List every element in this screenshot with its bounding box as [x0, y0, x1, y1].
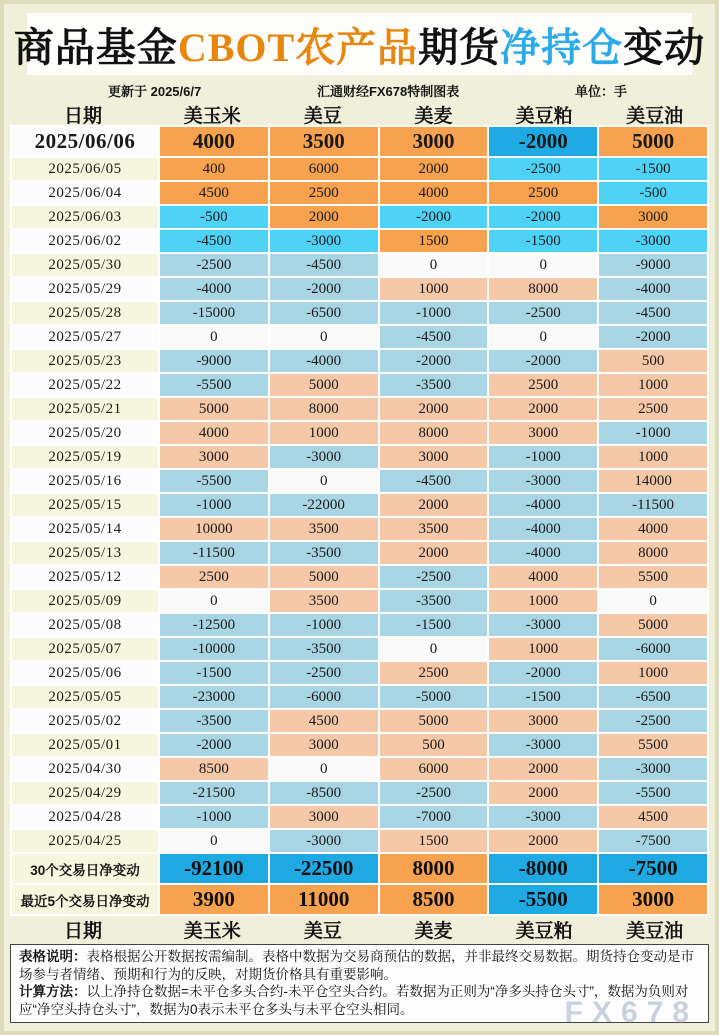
value-cell: -2500 — [599, 710, 707, 732]
page-title — [13, 13, 706, 75]
table-row — [12, 806, 707, 828]
value-cell: -2000 — [160, 734, 268, 756]
value-cell: 2500 — [270, 182, 378, 204]
date-cell: 2025/05/08 — [12, 614, 158, 636]
subtitle-row — [4, 81, 715, 100]
summary-value-cell: 8000 — [380, 854, 488, 883]
value-cell: -2500 — [489, 302, 597, 324]
value-cell: 0 — [489, 254, 597, 276]
table-row — [12, 614, 707, 636]
date-cell: 2025/05/22 — [12, 374, 158, 396]
summary-value-cell: -8000 — [489, 854, 597, 883]
value-cell: -2000 — [380, 206, 488, 228]
value-cell: -12500 — [160, 614, 268, 636]
table-row — [12, 590, 707, 612]
value-cell: 3500 — [270, 590, 378, 612]
value-cell: 4500 — [599, 806, 707, 828]
value-cell: 0 — [599, 590, 707, 612]
value-cell: 8000 — [380, 422, 488, 444]
value-cell: -2500 — [270, 662, 378, 684]
value-cell: -8500 — [270, 782, 378, 804]
header-1: 美玉米 — [183, 106, 241, 127]
value-cell: 1000 — [599, 662, 707, 684]
value-cell: -4500 — [270, 254, 378, 276]
column-header-row — [10, 101, 709, 125]
value-cell: 5000 — [270, 566, 378, 588]
table-row — [12, 710, 707, 732]
notes-label-2: 计算方法： — [19, 984, 87, 999]
summary-value-cell: 3000 — [599, 885, 707, 914]
summary-value-cell: 3900 — [160, 885, 268, 914]
date-cell: 2025/06/02 — [12, 230, 158, 252]
value-cell: -2500 — [380, 566, 488, 588]
value-cell: 1000 — [489, 590, 597, 612]
value-cell: -1500 — [489, 230, 597, 252]
value-cell: 3000 — [380, 127, 488, 156]
value-cell: 2500 — [160, 566, 268, 588]
header-3: 美麦 — [414, 921, 453, 942]
value-cell: -1000 — [270, 614, 378, 636]
value-cell: 1000 — [380, 278, 488, 300]
notes-label-1: 表格说明： — [19, 949, 87, 964]
value-cell: 500 — [380, 734, 488, 756]
value-cell: 2000 — [489, 758, 597, 780]
value-cell: 3500 — [270, 518, 378, 540]
value-cell: -2500 — [160, 254, 268, 276]
value-cell: 5000 — [160, 398, 268, 420]
value-cell: -1000 — [599, 422, 707, 444]
value-cell: 3000 — [380, 446, 488, 468]
value-cell: -1000 — [160, 494, 268, 516]
value-cell: -1500 — [380, 614, 488, 636]
value-cell: 6000 — [380, 758, 488, 780]
table-row — [12, 254, 707, 276]
summary-value-cell: -5500 — [489, 885, 597, 914]
source-label: 汇通财经FX678特制图表 — [316, 84, 460, 99]
value-cell: 3000 — [270, 734, 378, 756]
value-cell: -2000 — [270, 278, 378, 300]
value-cell: -15000 — [160, 302, 268, 324]
table-row — [12, 374, 707, 396]
value-cell: -5500 — [160, 374, 268, 396]
value-cell: 1500 — [380, 230, 488, 252]
value-cell: -3500 — [380, 590, 488, 612]
value-cell: -3000 — [489, 806, 597, 828]
value-cell: 4500 — [160, 182, 268, 204]
title-part-blue: 净持仓 — [500, 24, 624, 70]
date-cell: 2025/05/12 — [12, 566, 158, 588]
date-cell: 2025/06/06 — [12, 127, 158, 156]
value-cell: 0 — [380, 638, 488, 660]
notes-text-2: 以上净持仓数据=未平仓多头合约-未平仓空头合约。若数据为正则为“净多头持仓头寸”，数据为负则对应“净空头持仓头寸”，数据为0表示未平仓多头与未平仓空头相同。 — [19, 984, 689, 1017]
value-cell: -23000 — [160, 686, 268, 708]
date-cell: 2025/04/30 — [12, 758, 158, 780]
date-cell: 2025/05/01 — [12, 734, 158, 756]
table-row — [12, 446, 707, 468]
value-cell: 5000 — [599, 614, 707, 636]
value-cell: -5500 — [160, 470, 268, 492]
header-2: 美豆 — [303, 921, 342, 942]
value-cell: 2500 — [489, 374, 597, 396]
value-cell: -7000 — [380, 806, 488, 828]
header-3: 美麦 — [414, 106, 453, 127]
date-cell: 2025/05/30 — [12, 254, 158, 276]
unit-label: 单位：手 — [574, 84, 627, 99]
value-cell: -1000 — [160, 806, 268, 828]
date-cell: 2025/05/27 — [12, 326, 158, 348]
value-cell: -6500 — [270, 302, 378, 324]
value-cell: 4000 — [160, 422, 268, 444]
notes-paragraph-1 — [19, 948, 700, 983]
value-cell: 4000 — [380, 182, 488, 204]
value-cell: 0 — [270, 470, 378, 492]
summary-value-cell: -22500 — [270, 854, 378, 883]
value-cell: 0 — [270, 758, 378, 780]
table-row — [12, 398, 707, 420]
value-cell: -4000 — [160, 278, 268, 300]
notes-box — [10, 944, 709, 1029]
date-cell: 2025/04/28 — [12, 806, 158, 828]
value-cell: 0 — [160, 590, 268, 612]
value-cell: -1500 — [160, 662, 268, 684]
header-5: 美豆油 — [626, 921, 684, 942]
value-cell: 2000 — [489, 782, 597, 804]
summary-value-cell: 11000 — [270, 885, 378, 914]
date-cell: 2025/04/25 — [12, 830, 158, 852]
date-cell: 2025/05/21 — [12, 398, 158, 420]
value-cell: -4500 — [160, 230, 268, 252]
value-cell: 1000 — [599, 446, 707, 468]
value-cell: 0 — [380, 254, 488, 276]
value-cell: 0 — [160, 830, 268, 852]
value-cell: 4000 — [599, 518, 707, 540]
value-cell: -1500 — [489, 686, 597, 708]
value-cell: -3500 — [160, 710, 268, 732]
value-cell: 1000 — [489, 638, 597, 660]
date-cell: 2025/05/02 — [12, 710, 158, 732]
value-cell: 400 — [160, 158, 268, 180]
table-row — [12, 127, 707, 156]
value-cell: -10000 — [160, 638, 268, 660]
value-cell: 8000 — [489, 278, 597, 300]
value-cell: -2000 — [599, 326, 707, 348]
value-cell: -3000 — [599, 230, 707, 252]
date-cell: 2025/05/16 — [12, 470, 158, 492]
value-cell: 3000 — [489, 422, 597, 444]
title-part-black-3: 变动 — [623, 24, 706, 70]
value-cell: 8500 — [160, 758, 268, 780]
value-cell: -1000 — [380, 302, 488, 324]
date-cell: 2025/05/13 — [12, 542, 158, 564]
table-row — [12, 302, 707, 324]
value-cell: -4000 — [489, 494, 597, 516]
header-date: 日期 — [63, 921, 102, 942]
value-cell: 8000 — [599, 542, 707, 564]
value-cell: -3000 — [270, 230, 378, 252]
value-cell: 10000 — [160, 518, 268, 540]
table-row — [12, 566, 707, 588]
value-cell: 0 — [489, 326, 597, 348]
value-cell: -11500 — [599, 494, 707, 516]
table-row — [12, 422, 707, 444]
value-cell: 2000 — [380, 158, 488, 180]
value-cell: -5500 — [599, 782, 707, 804]
value-cell: -4000 — [489, 542, 597, 564]
table-row — [12, 662, 707, 684]
date-cell: 2025/05/06 — [12, 662, 158, 684]
table-row — [12, 518, 707, 540]
value-cell: 3500 — [270, 127, 378, 156]
value-cell: 1000 — [270, 422, 378, 444]
value-cell: -6000 — [270, 686, 378, 708]
value-cell: -1500 — [599, 158, 707, 180]
value-cell: -3500 — [270, 638, 378, 660]
value-cell: -3000 — [489, 614, 597, 636]
value-cell: -4000 — [270, 350, 378, 372]
value-cell: -2000 — [489, 127, 597, 156]
value-cell: 2000 — [489, 398, 597, 420]
title-part-orange: CBOT农产品 — [177, 24, 419, 70]
title-part-black-1: 商品基金 — [13, 24, 178, 70]
value-cell: -3000 — [270, 830, 378, 852]
table-row — [12, 470, 707, 492]
table-row — [12, 686, 707, 708]
value-cell: -3000 — [599, 758, 707, 780]
date-cell: 2025/04/29 — [12, 782, 158, 804]
value-cell: 5500 — [599, 734, 707, 756]
value-cell: -6000 — [599, 638, 707, 660]
value-cell: 4500 — [270, 710, 378, 732]
value-cell: -1000 — [489, 446, 597, 468]
value-cell: -22000 — [270, 494, 378, 516]
value-cell: -3500 — [270, 542, 378, 564]
value-cell: -11500 — [160, 542, 268, 564]
value-cell: 4000 — [160, 127, 268, 156]
value-cell: 2500 — [599, 398, 707, 420]
table-row — [12, 278, 707, 300]
header-4: 美豆粕 — [515, 106, 573, 127]
value-cell: 2000 — [380, 398, 488, 420]
date-cell: 2025/05/19 — [12, 446, 158, 468]
value-cell: -2000 — [489, 662, 597, 684]
bottom-header-row — [10, 916, 709, 942]
table-row — [12, 638, 707, 660]
title-part-black-2: 期货 — [418, 24, 501, 70]
value-cell: 2000 — [270, 206, 378, 228]
date-cell: 2025/05/07 — [12, 638, 158, 660]
value-cell: -2500 — [489, 158, 597, 180]
table-row — [12, 494, 707, 516]
summary-label: 30个交易日净变动 — [12, 854, 158, 883]
date-cell: 2025/05/05 — [12, 686, 158, 708]
value-cell: -500 — [599, 182, 707, 204]
summary-row — [12, 854, 707, 883]
date-cell: 2025/05/20 — [12, 422, 158, 444]
positions-table — [10, 125, 709, 916]
table-row — [12, 758, 707, 780]
value-cell: 8000 — [270, 398, 378, 420]
table-row — [12, 182, 707, 204]
value-cell: 0 — [270, 326, 378, 348]
value-cell: -2000 — [489, 350, 597, 372]
value-cell: -9000 — [599, 254, 707, 276]
header-1: 美玉米 — [183, 921, 241, 942]
value-cell: -3500 — [380, 374, 488, 396]
table-row — [12, 158, 707, 180]
table-row — [12, 326, 707, 348]
summary-value-cell: 8500 — [380, 885, 488, 914]
value-cell: 14000 — [599, 470, 707, 492]
value-cell: -7500 — [599, 830, 707, 852]
notes-text-1: 表格根据公开数据按需编制。表格中数据为交易商预估的数据，并非最终交易数据。期货持仓变动是市场参与者情绪、预期和行为的反映，对期货价格具有重要影响。 — [19, 949, 694, 982]
value-cell: -5000 — [380, 686, 488, 708]
summary-label: 最近5个交易日净变动 — [12, 885, 158, 914]
table-row — [12, 734, 707, 756]
value-cell: -4500 — [599, 302, 707, 324]
date-cell: 2025/05/28 — [12, 302, 158, 324]
date-cell: 2025/05/09 — [12, 590, 158, 612]
value-cell: -4500 — [380, 470, 488, 492]
value-cell: 4000 — [489, 566, 597, 588]
value-cell: 0 — [160, 326, 268, 348]
header-2: 美豆 — [303, 106, 342, 127]
table-row — [12, 350, 707, 372]
date-cell: 2025/05/15 — [12, 494, 158, 516]
value-cell: -4500 — [380, 326, 488, 348]
value-cell: 5000 — [599, 127, 707, 156]
updated-label: 更新于 2025/6/7 — [108, 84, 202, 99]
value-cell: 3500 — [380, 518, 488, 540]
value-cell: 2000 — [380, 542, 488, 564]
value-cell: -3000 — [489, 470, 597, 492]
value-cell: 3000 — [160, 446, 268, 468]
value-cell: 2500 — [489, 182, 597, 204]
value-cell: 1500 — [380, 830, 488, 852]
value-cell: -9000 — [160, 350, 268, 372]
value-cell: -3000 — [489, 734, 597, 756]
value-cell: 500 — [599, 350, 707, 372]
value-cell: -3000 — [270, 446, 378, 468]
header-date: 日期 — [63, 106, 102, 127]
value-cell: -500 — [160, 206, 268, 228]
table-row — [12, 230, 707, 252]
date-cell: 2025/06/05 — [12, 158, 158, 180]
table-row — [12, 542, 707, 564]
value-cell: 2500 — [380, 662, 488, 684]
summary-value-cell: -7500 — [599, 854, 707, 883]
date-cell: 2025/06/04 — [12, 182, 158, 204]
date-cell: 2025/05/23 — [12, 350, 158, 372]
summary-row — [12, 885, 707, 914]
header-4: 美豆粕 — [515, 921, 573, 942]
table-row — [12, 206, 707, 228]
value-cell: 3000 — [270, 806, 378, 828]
value-cell: -2500 — [380, 782, 488, 804]
date-cell: 2025/06/03 — [12, 206, 158, 228]
value-cell: -4000 — [599, 278, 707, 300]
value-cell: 6000 — [270, 158, 378, 180]
table-row — [12, 782, 707, 804]
value-cell: -2000 — [380, 350, 488, 372]
fx678-watermark: FX678 — [564, 995, 698, 1029]
value-cell: -21500 — [160, 782, 268, 804]
summary-value-cell: -92100 — [160, 854, 268, 883]
value-cell: 3000 — [489, 710, 597, 732]
value-cell: 5000 — [380, 710, 488, 732]
value-cell: 1000 — [599, 374, 707, 396]
value-cell: -4000 — [489, 518, 597, 540]
value-cell: 5500 — [599, 566, 707, 588]
value-cell: 2000 — [380, 494, 488, 516]
date-cell: 2025/05/14 — [12, 518, 158, 540]
table-row — [12, 830, 707, 852]
value-cell: 2000 — [489, 830, 597, 852]
value-cell: 5000 — [270, 374, 378, 396]
value-cell: -6500 — [599, 686, 707, 708]
header-5: 美豆油 — [626, 106, 684, 127]
value-cell: 3000 — [599, 206, 707, 228]
value-cell: -2000 — [489, 206, 597, 228]
date-cell: 2025/05/29 — [12, 278, 158, 300]
